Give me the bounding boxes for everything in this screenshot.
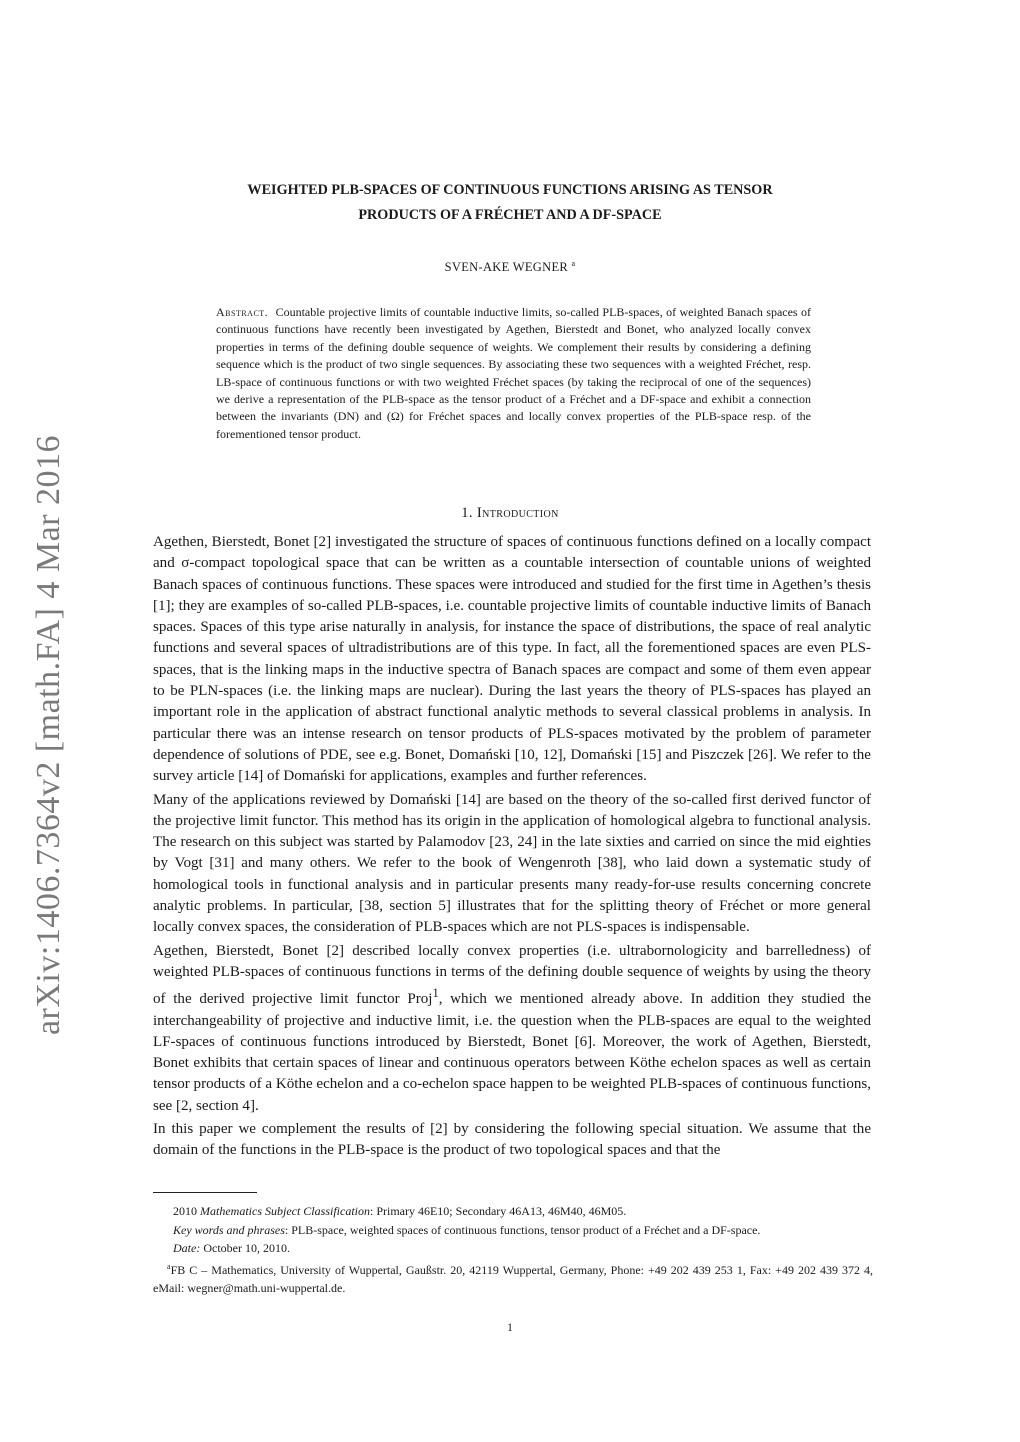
proj-superscript: 1 [432, 986, 439, 1001]
keywords-text: : PLB-space, weighted spaces of continuous functions, tensor product of a Fréchet and a DF-space. [284, 1222, 761, 1237]
body-text [153, 532, 871, 1164]
affiliation-text: FB C – Mathematics, University of Wuppertal, Gaußstr. 20, 42119 Wuppertal, Germany, Phone: +49 202 439 253 1, Fax: +49 202 439 372 4, eMail: wegner@math.uni-wuppertal.de. [153, 1262, 873, 1296]
date-text: October 10, 2010. [200, 1241, 290, 1256]
section-title: Introduction [476, 505, 559, 521]
footnotes [153, 1202, 873, 1298]
footnote-affiliation [153, 1258, 873, 1298]
section-number: 1. [461, 505, 473, 521]
page-number: 1 [507, 1322, 513, 1334]
title-line-2: PRODUCTS OF A FRÉCHET AND A DF-SPACE [358, 207, 662, 223]
author-name: SVEN-AKE WEGNER [444, 260, 569, 275]
footnote-msc [153, 1202, 873, 1221]
paragraph-3 [153, 941, 871, 1117]
paragraph-3-start: Agethen, Bierstedt, Bonet [2] described locally convex properties (i.e. ultrabornologicity and barrelledness) of weighted PLB-spaces of continuous functions in terms of the defining double sequence of weights by using the theory of the derived projective limit functor Proj [153, 942, 871, 1008]
abstract-text: Countable projective limits of countable inductive limits, so-called PLB-spaces, of weighted Banach spaces of continuous functions have recently been investigated by Agethen, Bierstedt and Bonet, who analyzed locally convex properties in terms of the defining double sequence of weights. We complement their results by considering a defining sequence which is the product of two single sequences. By associating these two sequences with a weighted Fréchet, resp. LB-space of continuous functions or with two weighted Fréchet spaces (by taking the reciprocal of one of the sequences) we derive a representation of the PLB-space as the tensor product of a Fréchet and a DF-space and exhibit a connection between the invariants (DN) and (Ω) for Fréchet spaces and locally convex properties of the PLB-space resp. of the forementioned tensor product. [216, 305, 811, 441]
footnote-rule [153, 1192, 257, 1193]
footnote-keywords [153, 1221, 873, 1240]
date-label: Date: [173, 1241, 201, 1256]
paragraph-3-end: , which we mentioned already above. In addition they studied the interchangeability of projective and inductive limit, i.e. the question when the PLB-spaces are equal to the weighted LF-spaces of continuous functions introduced by Bierstedt, Bonet [6]. Moreover, the work of Agethen, Bierstedt, Bonet exhibits that certain spaces of linear and continuous operators between Köthe echelon spaces as well as certain tensor products of a Köthe echelon and a co-echelon space happen to be weighted PLB-spaces of continuous functions, see [2, section 4]. [153, 991, 871, 1114]
msc-label: Mathematics Subject Classification [200, 1204, 370, 1218]
author-line [150, 259, 870, 275]
msc-text: : Primary 46E10; Secondary 46A13, 46M40, 46M05. [369, 1204, 627, 1218]
paragraph-1: Agethen, Bierstedt, Bonet [2] investigated the structure of spaces of continuous functions defined on a locally compact and σ-compact topological space that can be written as a countable intersection of countable unions of weighted Banach spaces of continuous functions. These spaces were introduced and studied for the first time in Agethen’s thesis [1]; they are examples of so-called PLB-spaces, i.e. countable projective limits of countable inductive limits of Banach spaces. Spaces of this type arise naturally in analysis, for instance the space of distributions, the space of real analytic functions and several spaces of ultradistributions are of this type. In fact, all the forementioned spaces are even PLS-spaces, that is the linking maps in the inductive spectra of Banach spaces are compact and some of them even appear to be PLN-spaces (i.e. the linking maps are nuclear). During the last years the theory of PLS-spaces has played an important role in the application of abstract functional analytic methods to several classical problems in analysis. In particular there was an intense research on tensor products of PLS-spaces motivated by the problem of parameter dependence of solutions of PDE, see e.g. Bonet, Domański [10, 12], Domański [15] and Piszczek [26]. We refer to the survey article [14] of Domański for applications, examples and further references. [153, 534, 871, 785]
footnote-date [153, 1239, 873, 1258]
abstract [216, 304, 811, 443]
title-line-1: WEIGHTED PLB-SPACES OF CONTINUOUS FUNCTIONS ARISING AS TENSOR [247, 182, 773, 198]
section-heading [150, 505, 870, 522]
keywords-label: Key words and phrases [173, 1222, 285, 1237]
arxiv-sidebar-stamp [28, 430, 70, 1040]
paragraph-4: In this paper we complement the results of [2] by considering the following special situation. We assume that the domain of the functions in the PLB-space is the product of two topological spaces and that the [153, 1121, 871, 1159]
abstract-label: Abstract. [216, 305, 269, 319]
affiliation-mark: a [167, 1261, 171, 1271]
author-affiliation-mark: a [571, 259, 576, 268]
paragraph-2: Many of the applications reviewed by Domański [14] are based on the theory of the so-called first derived functor of the projective limit functor. This method has its origin in the application of homological algebra to functional analysis. The research on this subject was started by Palamodov [23, 24] in the late sixties and carried on since the mid eighties by Vogt [31] and many others. We refer to the book of Wengenroth [38], who laid down a systematic study of homological tools in functional analysis and in particular presents many ready-for-use results concerning concrete analytic problems. In particular, [38, section 5] illustrates that for the splitting theory of Fréchet or more general locally convex spaces, the consideration of PLB-spaces which are not PLS-spaces is indispensable. [153, 791, 871, 936]
paper-title [150, 178, 870, 228]
arxiv-id-text: arXiv:1406.7364v2 [math.FA] 4 Mar 2016 [30, 434, 67, 1036]
msc-year: 2010 [173, 1204, 197, 1218]
